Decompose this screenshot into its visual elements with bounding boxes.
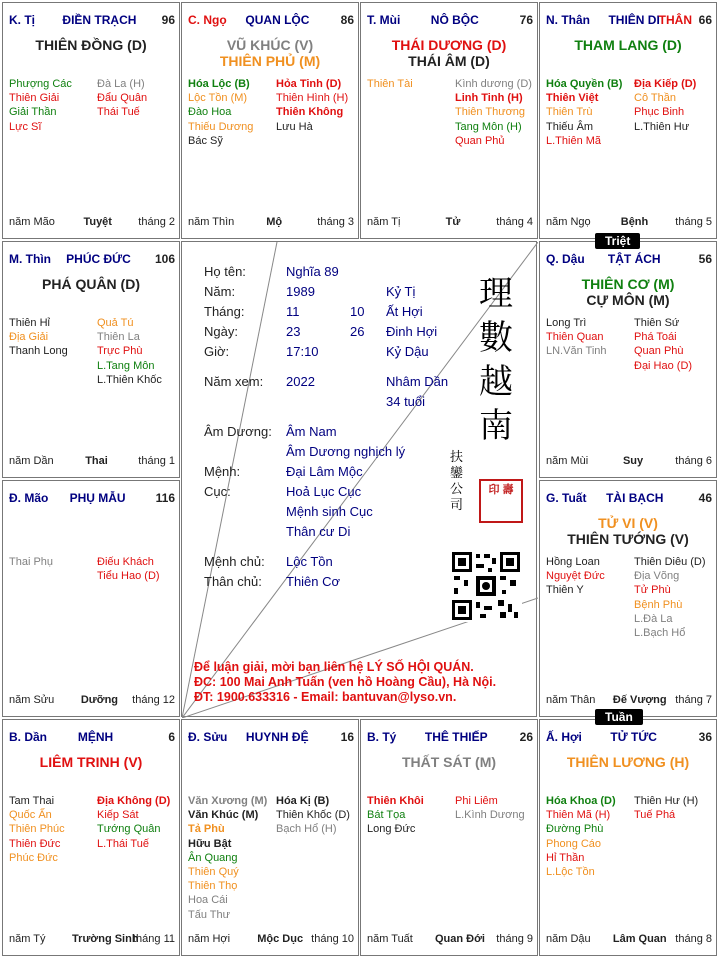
palace-name: TẬT ÁCH <box>607 252 661 266</box>
aux-col-right <box>634 555 717 640</box>
footer-stage: Bệnh <box>620 216 649 228</box>
palace-number: 66 <box>698 13 712 27</box>
than-chu-label: Thân chủ: <box>204 574 262 589</box>
aux-star: Thiên Quan <box>546 331 604 344</box>
palace-footer <box>546 933 712 947</box>
palace-cell-ty[interactable] <box>2 2 180 239</box>
palace-header <box>546 491 712 507</box>
view-year-label: Năm xem: <box>204 374 264 389</box>
footer-stage: Thai <box>85 455 108 467</box>
footer-stage: Tử <box>445 216 461 228</box>
palace-number: 6 <box>168 730 175 744</box>
footer-month: tháng 1 <box>138 455 175 467</box>
aux-star: Giải Thần <box>9 106 57 119</box>
palace-name: HUYNH ĐỆ <box>245 730 309 744</box>
footer-year: năm Dậu <box>546 933 591 945</box>
aux-col-right <box>276 794 359 837</box>
aux-star: Hoa Cái <box>188 894 228 907</box>
aux-star: Hỉ Thần <box>546 851 585 864</box>
aux-star: Đào Hoa <box>188 106 232 119</box>
main-stars <box>3 276 179 292</box>
main-star: LIÊM TRINH (V) <box>39 754 143 770</box>
aux-star: Văn Xương (M) <box>188 795 268 807</box>
footer-year: năm Hợi <box>188 933 231 945</box>
aux-star: Quan Phủ <box>455 134 505 147</box>
aux-star: L.Thiên Khốc <box>97 373 162 386</box>
footer-month: tháng 8 <box>675 933 712 945</box>
main-stars <box>182 37 358 69</box>
footer-stage: Lâm Quan <box>612 933 667 945</box>
aux-star: Thiên Hư (H) <box>634 795 699 807</box>
triet-badge: Triệt <box>595 233 640 249</box>
palace-name: THIÊN DI <box>608 13 660 27</box>
seal-char-4: 南 <box>479 406 513 446</box>
contact-line-1: Để luận giải, mời bạn liên hệ LÝ SỐ HỘI QUÁN. <box>194 660 474 674</box>
aux-col-left <box>546 555 630 598</box>
aux-col-left <box>188 77 272 148</box>
menh-chu: Lộc Tồn <box>286 554 333 569</box>
contact-line-2: ĐC: 100 Mai Anh Tuấn (ven hồ Hoàng Cầu), Hà Nội. <box>194 675 497 689</box>
aux-star: L.Tang Môn <box>97 359 155 372</box>
aux-star: Thiên Tài <box>367 78 413 90</box>
aux-col-left <box>188 794 272 922</box>
aux-star: Đà La (H) <box>97 78 145 90</box>
qr-code[interactable] <box>450 550 522 622</box>
aux-star: Thiên Việt <box>546 92 599 105</box>
footer-month: tháng 3 <box>317 216 354 228</box>
aux-star: Thiếu Âm <box>546 120 594 133</box>
aux-star: L.Thiên Mã <box>546 134 602 147</box>
aux-star: Quả Tú <box>97 317 134 329</box>
aux-star: Phúc Đức <box>9 851 58 864</box>
main-star: THIÊN ĐỒNG (D) <box>35 37 147 53</box>
aux-star: Địa Không (D) <box>97 795 171 807</box>
age: 34 tuổi <box>386 394 426 409</box>
branch-label: G. Tuất <box>546 491 587 505</box>
branch-label: N. Thân <box>546 13 590 27</box>
aux-col-right <box>634 77 717 134</box>
aux-col-left <box>9 794 93 865</box>
aux-star: Ân Quang <box>188 851 238 864</box>
footer-month: tháng 7 <box>675 694 712 706</box>
birth-day-canchi: Đinh Hợi <box>386 324 438 339</box>
aux-star: Thái Tuế <box>97 106 140 119</box>
palace-footer <box>367 933 533 947</box>
footer-month: tháng 5 <box>675 216 712 228</box>
aux-star: Văn Khúc (M) <box>188 809 259 822</box>
palace-cell-suu[interactable] <box>181 719 359 956</box>
footer-stage: Tuyệt <box>83 216 112 228</box>
cuc-label: Cục: <box>204 484 231 499</box>
palace-header <box>367 13 533 29</box>
birth-month-solar: 11 <box>286 304 300 319</box>
footer-month: tháng 4 <box>496 216 533 228</box>
aux-col-right <box>455 794 538 822</box>
aux-star: Cô Thần <box>634 92 676 105</box>
footer-year: năm Mùi <box>546 455 589 467</box>
palace-header <box>188 13 354 29</box>
palace-footer <box>9 694 175 708</box>
palace-cell-tuat[interactable] <box>539 480 717 717</box>
main-star: PHÁ QUÂN (D) <box>42 276 140 292</box>
birth-day-lunar: 26 <box>350 324 365 339</box>
footer-month: tháng 12 <box>132 694 175 706</box>
seal-char-3: 越 <box>479 362 513 402</box>
main-stars <box>361 754 537 770</box>
palace-header <box>546 13 712 29</box>
main-star: THIÊN LƯƠNG (H) <box>566 754 690 770</box>
am-duong-note: Âm Dương nghịch lý <box>286 444 406 459</box>
aux-star: Nguyệt Đức <box>546 570 605 583</box>
aux-star: Thiên Không <box>276 106 344 119</box>
palace-cell-dau[interactable] <box>539 241 717 478</box>
branch-label: Q. Dậu <box>546 252 585 266</box>
than-chu: Thiên Cơ <box>286 574 341 589</box>
footer-year: năm Ngọ <box>546 216 591 228</box>
aux-star: Địa Võng <box>634 570 680 583</box>
aux-star: Tam Thai <box>9 795 55 807</box>
view-year: 2022 <box>286 374 315 389</box>
aux-star: Thiên Phúc <box>9 823 65 836</box>
palace-footer <box>367 216 533 230</box>
footer-stage: Mộ <box>266 216 283 228</box>
palace-name: MỆNH <box>77 730 114 744</box>
aux-star: Hóa Lộc (B) <box>188 78 250 90</box>
birth-month-lunar: 10 <box>350 304 365 319</box>
aux-star: Thiên Khôi <box>367 795 424 807</box>
palace-number: 36 <box>698 730 712 744</box>
aux-star: Thiên Trù <box>546 106 593 119</box>
aux-col-left <box>546 77 630 148</box>
branch-label: Đ. Mão <box>9 491 49 505</box>
footer-year: năm Mão <box>9 216 55 228</box>
main-stars <box>540 754 716 770</box>
aux-star: L.Thiên Hư <box>634 120 690 133</box>
palace-number: 26 <box>519 730 533 744</box>
seal-calligraphy <box>471 272 521 448</box>
aux-star: L.Kình Dương <box>455 809 525 822</box>
footer-stage: Dưỡng <box>80 694 119 706</box>
palace-number: 86 <box>340 13 354 27</box>
aux-star: Hóa Quyền (B) <box>546 78 623 90</box>
seal-char-1: 理 <box>479 274 513 314</box>
palace-number: 96 <box>161 13 175 27</box>
aux-star: Thiên Diêu (D) <box>634 556 706 568</box>
main-star: THAM LANG (D) <box>574 37 682 53</box>
footer-year: năm Thìn <box>188 216 235 228</box>
aux-star: Bát Tọa <box>367 809 406 822</box>
palace-number: 46 <box>698 491 712 505</box>
aux-star: Đường Phù <box>546 823 604 836</box>
than-marker: THÂN <box>658 13 692 27</box>
aux-col-left <box>367 77 451 91</box>
footer-year: năm Tuất <box>367 933 413 945</box>
aux-star: Kình dương (D) <box>455 78 532 90</box>
branch-label: K. Tị <box>9 13 35 27</box>
palace-cell-dan[interactable] <box>2 719 180 956</box>
palace-cell-mui[interactable] <box>360 2 538 239</box>
palace-footer <box>546 455 712 469</box>
main-star: TỬ VI (V) <box>598 515 658 531</box>
aux-star: L.Thái Tuế <box>97 837 149 850</box>
palace-name: PHÚC ĐỨC <box>66 252 131 266</box>
main-stars <box>540 276 716 308</box>
aux-star: Địa Giải <box>9 331 49 344</box>
palace-number: 56 <box>698 252 712 266</box>
birth-hour-canchi: Kỷ Dậu <box>386 344 429 359</box>
aux-star: Thai Phụ <box>9 556 54 568</box>
palace-number: 116 <box>155 491 175 505</box>
footer-stage: Quan Đới <box>435 933 485 945</box>
tuan-badge: Tuần <box>595 709 643 725</box>
aux-star: L.Lộc Tồn <box>546 866 595 879</box>
main-star: THIÊN PHỦ (M) <box>219 53 321 69</box>
footer-year: năm Dần <box>9 455 54 467</box>
birth-year-canchi: Kỷ Tị <box>386 284 416 299</box>
branch-label: M. Thìn <box>9 252 51 266</box>
palace-name: PHỤ MẪU <box>69 491 126 505</box>
footer-stage: Trường Sinh <box>72 933 139 945</box>
footer-year: năm Tý <box>9 933 46 945</box>
aux-star: Phượng Các <box>9 78 72 90</box>
palace-header <box>546 730 712 746</box>
day-label: Ngày: <box>204 324 238 339</box>
aux-star: Thiên La <box>97 331 140 344</box>
aux-star: Hữu Bật <box>188 837 232 850</box>
birth-info <box>182 242 449 602</box>
aux-star: Điếu Khách <box>97 556 154 568</box>
aux-star: Quan Phù <box>634 345 684 358</box>
branch-label: T. Mùi <box>367 13 401 27</box>
aux-star: Phi Liêm <box>455 795 498 807</box>
aux-col-right <box>634 316 717 373</box>
aux-star: Thiên Thương <box>455 106 526 119</box>
aux-star: Phá Toái <box>634 331 677 344</box>
aux-star: Tả Phù <box>188 823 225 836</box>
footer-stage: Suy <box>622 455 644 467</box>
menh-label: Mệnh: <box>204 464 241 479</box>
palace-footer <box>188 216 354 230</box>
palace-name: TÀI BẠCH <box>606 491 664 505</box>
red-stamp: 印 壽 <box>479 479 523 523</box>
person-name: Nghĩa 89 <box>286 264 339 279</box>
aux-star: Lưu Hà <box>276 120 313 133</box>
aux-col-right <box>97 555 180 583</box>
aux-col-right <box>97 77 180 120</box>
palace-number: 76 <box>519 13 533 27</box>
palace-name: TỬ TỨC <box>610 730 657 744</box>
main-stars <box>3 754 179 770</box>
aux-col-right <box>276 77 359 134</box>
palace-cell-hoi[interactable] <box>539 719 717 956</box>
aux-star: Đại Hao (D) <box>634 359 693 372</box>
main-star: THẤT SÁT (M) <box>401 754 497 770</box>
aux-star: Tuế Phá <box>634 809 676 822</box>
palace-name: THÊ THIẾP <box>424 730 488 744</box>
branch-label: B. Tý <box>367 730 397 744</box>
am-duong: Âm Nam <box>286 424 337 439</box>
aux-star: Kiếp Sát <box>97 809 139 822</box>
seal-side-text: 扶 鑾 公 司 <box>450 450 464 513</box>
main-stars <box>540 515 716 547</box>
contact-line-3: ĐT: 1900.633316 - Email: bantuvan@lyso.vn. <box>194 690 457 704</box>
footer-month: tháng 10 <box>311 933 354 945</box>
aux-star: Đẩu Quân <box>97 92 148 105</box>
contact-info <box>194 660 534 705</box>
aux-star: Lực Sĩ <box>9 120 42 133</box>
palace-name: QUAN LỘC <box>245 13 310 27</box>
name-label: Họ tên: <box>204 264 246 279</box>
palace-name: ĐIỀN TRẠCH <box>62 13 137 27</box>
main-stars <box>361 37 537 69</box>
aux-star: Địa Kiếp (D) <box>634 78 697 90</box>
cuc-note-1: Mệnh sinh Cục <box>286 504 373 519</box>
palace-footer <box>546 694 712 708</box>
aux-star: Tang Môn (H) <box>455 120 522 133</box>
aux-col-left <box>367 794 451 837</box>
center-info-panel <box>181 241 537 717</box>
main-star: CỰ MÔN (M) <box>586 292 670 308</box>
aux-star: Thiên Đức <box>9 837 61 850</box>
month-label: Tháng: <box>204 304 245 319</box>
footer-month: tháng 6 <box>675 455 712 467</box>
aux-star: Tiểu Hao (D) <box>97 570 160 583</box>
main-stars <box>540 37 716 53</box>
footer-year: năm Sửu <box>9 694 55 706</box>
footer-month: tháng 11 <box>132 933 175 945</box>
cuc-note-2: Thân cư Di <box>286 524 351 539</box>
aux-star: Phục Binh <box>634 106 685 119</box>
branch-label: C. Ngọ <box>188 13 227 27</box>
aux-star: Thiên Y <box>546 584 584 597</box>
palace-header <box>9 491 175 507</box>
aux-star: Thiên Hình (H) <box>276 92 349 105</box>
menh-value: Đại Lâm Mộc <box>286 464 363 479</box>
aux-col-right <box>97 316 180 387</box>
aux-star: L.Đà La <box>634 612 673 625</box>
am-duong-label: Âm Dương: <box>204 424 272 439</box>
footer-year: năm Thân <box>546 694 596 706</box>
palace-footer <box>546 216 712 230</box>
aux-star: Quốc Ấn <box>9 809 52 822</box>
palace-name: NÔ BỘC <box>430 13 479 27</box>
main-star: THIÊN TƯỚNG (V) <box>567 531 689 547</box>
palace-footer <box>9 455 175 469</box>
aux-star: Linh Tinh (H) <box>455 92 523 105</box>
footer-year: năm Tị <box>367 216 401 228</box>
footer-month: tháng 2 <box>138 216 175 228</box>
birth-year: 1989 <box>286 284 315 299</box>
aux-star: Thiên Hỉ <box>9 317 50 329</box>
aux-col-right <box>634 794 717 822</box>
aux-star: Bạch Hổ (H) <box>276 823 337 836</box>
aux-star: Hỏa Tinh (D) <box>276 78 342 90</box>
palace-header <box>9 730 175 746</box>
main-stars <box>3 37 179 53</box>
cuc-value: Hoả Lục Cục <box>286 484 362 499</box>
hour-label: Giờ: <box>204 344 230 359</box>
palace-header <box>9 252 175 268</box>
palace-header <box>546 252 712 268</box>
aux-star: Hồng Loan <box>546 556 600 568</box>
view-year-canchi: Nhâm Dần <box>386 374 449 389</box>
menh-chu-label: Mệnh chủ: <box>204 554 265 569</box>
main-star: THÁI DƯƠNG (D) <box>391 37 507 53</box>
branch-label: B. Dần <box>9 730 48 744</box>
aux-star: Long Đức <box>367 823 416 836</box>
aux-star: Thiên Khốc (D) <box>276 809 350 822</box>
aux-star: Long Trì <box>546 317 587 329</box>
palace-number: 16 <box>340 730 354 744</box>
aux-col-right <box>455 77 538 148</box>
palace-cell-ngo[interactable] <box>181 2 359 239</box>
birth-day-solar: 23 <box>286 324 301 339</box>
footer-month: tháng 9 <box>496 933 533 945</box>
aux-star: Tấu Thư <box>188 908 231 921</box>
seal-char-2: 數 <box>479 318 513 358</box>
palace-header <box>367 730 533 746</box>
aux-star: Lộc Tồn (M) <box>188 92 248 105</box>
branch-label: Đ. Sửu <box>188 730 228 744</box>
aux-col-right <box>97 794 180 851</box>
aux-star: Bệnh Phù <box>634 598 683 611</box>
main-star: THÁI ÂM (D) <box>408 53 490 69</box>
footer-stage: Đế Vượng <box>612 694 667 706</box>
palace-cell-mao[interactable] <box>2 480 180 717</box>
palace-header <box>188 730 354 746</box>
palace-header <box>9 13 175 29</box>
palace-cell-ty2[interactable] <box>360 719 538 956</box>
aux-col-left <box>546 794 630 879</box>
aux-star: Hóa Kị (B) <box>276 795 330 807</box>
aux-star: Thiên Giải <box>9 92 60 105</box>
aux-star: Tử Phù <box>634 584 671 597</box>
aux-star: Thiếu Dương <box>188 120 254 133</box>
aux-star: Thiên Thọ <box>188 880 238 893</box>
main-star: VŨ KHÚC (V) <box>226 37 314 53</box>
birth-hour: 17:10 <box>286 344 319 359</box>
main-star: THIÊN CƠ (M) <box>581 276 675 292</box>
aux-col-left <box>9 316 93 359</box>
aux-col-left <box>546 316 630 359</box>
branch-label: Ấ. Hợi <box>546 730 582 744</box>
palace-footer <box>9 933 175 947</box>
palace-cell-thin[interactable] <box>2 241 180 478</box>
footer-stage: Mộc Dục <box>257 933 304 945</box>
aux-star: Thanh Long <box>9 345 68 358</box>
palace-footer <box>188 933 354 947</box>
aux-star: Trực Phù <box>97 345 143 358</box>
aux-star: Thiên Quý <box>188 866 239 879</box>
aux-star: LN.Văn Tinh <box>546 345 607 358</box>
aux-star: Tướng Quân <box>97 823 161 836</box>
aux-col-left <box>9 555 93 569</box>
aux-star: Hóa Khoa (D) <box>546 795 616 807</box>
birth-month-canchi: Ất Hợi <box>386 304 423 319</box>
year-label: Năm: <box>204 284 236 299</box>
aux-star: Phong Cáo <box>546 837 602 850</box>
aux-col-left <box>9 77 93 134</box>
palace-number: 106 <box>154 252 175 266</box>
palace-cell-than[interactable] <box>539 2 717 239</box>
aux-star: Bác Sỹ <box>188 134 223 147</box>
aux-star: Thiên Sứ <box>634 317 680 329</box>
aux-star: L.Bạch Hổ <box>634 627 686 640</box>
palace-footer <box>9 216 175 230</box>
aux-star: Thiên Mã (H) <box>546 809 611 822</box>
